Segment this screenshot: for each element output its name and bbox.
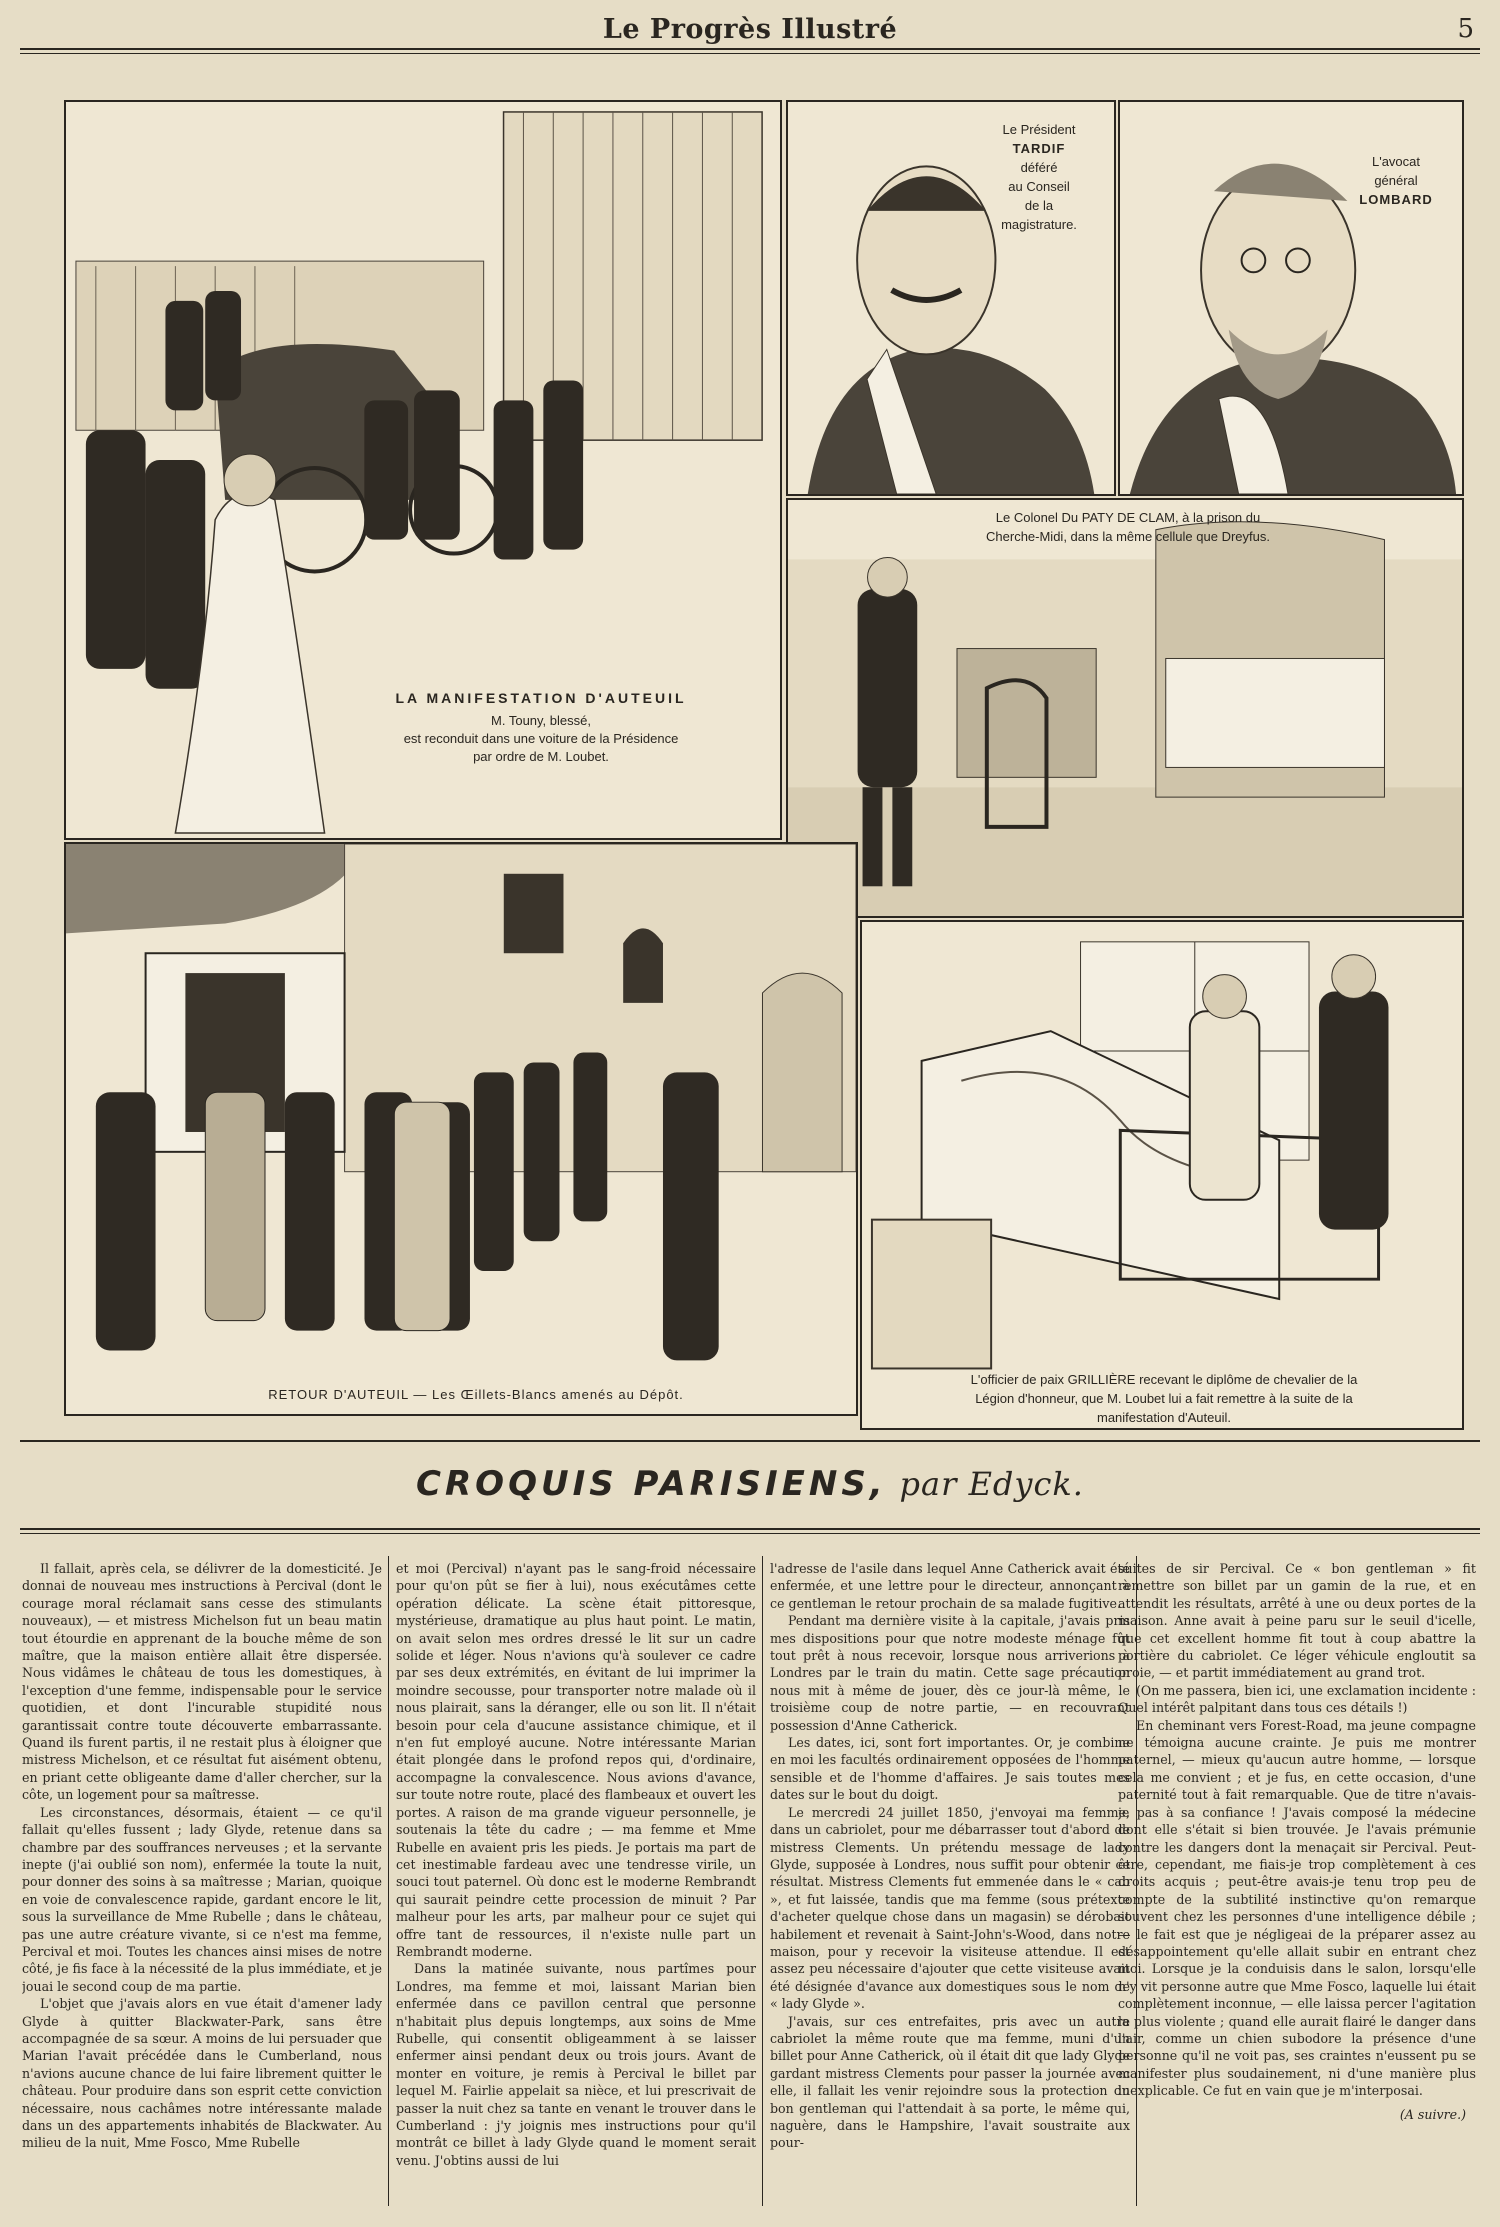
section-heading: CROQUIS PARISIENS, [416,1464,887,1504]
caption-line-3: manifestation d'Auteuil. [1096,1410,1231,1425]
illustration-avocat-lombard [1118,100,1464,496]
paragraph: Les dates, ici, sont fort importantes. Or, je combine en moi les facultés ordinairement opposées de l'homme sensible et de l'homme d'affaires. Je sais toutes mes dates sur le bout du doigt. [770,1735,1130,1803]
caption-line-1: Le Colonel Du PATY DE CLAM, à la prison du [995,510,1261,525]
masthead-title: Le Progrès Illustré [602,14,898,45]
caption-heading: LA MANIFESTATION D'AUTEUIL [395,690,687,706]
engraving-hospital-bed [862,922,1462,1428]
masthead [20,8,1480,48]
page-number: 5 [1457,14,1474,44]
caption-line: au Conseil [1008,179,1070,194]
caption-line-2: est reconduit dans une voiture de la Présidence [403,731,679,746]
illustration-officier-grilliere [860,920,1464,1430]
caption-line: L'avocat [1371,154,1420,169]
caption-line: Le Président [1002,122,1076,137]
caption-line-2: Légion d'honneur, que M. Loubet lui a fait remettre à la suite de la [975,1391,1353,1406]
caption-paty [818,508,1438,546]
caption-line-2: Cherche-Midi, dans la même cellule que Dreyfus. [986,529,1270,544]
section-top-rule [20,1440,1480,1444]
to-be-continued: (A suivre.) [1399,2106,1466,2122]
paragraph: Dans la matinée suivante, nous partîmes pour Londres, ma femme et moi, laissant Marian bien enfermée dans ce pavillon central que personne n'habitait plus depuis longtemps, aux soins de Mme Rubelle, qui consentit obligeamment à se laisser enfermer ainsi pendant deux ou trois jours. Avant de monter en voiture, je remis à Percival le billet par lequel M. Fairlie appelait sa nièce, et lui prescrivait de passer la nuit chez sa tante en venant le trouver dans le Cumberland : j'y joignis mes instructions pour qu'il montrât ce billet à lady Glyde quand le moment serait venu. J'obtins aussi de lui [396,1961,756,2168]
caption-manifestation-auteuil [326,690,756,766]
caption-line-1: L'officier de paix GRILLIÈRE recevant le diplôme de chevalier de la [970,1372,1358,1387]
caption-line: déféré [1020,160,1058,175]
article-column-3 [770,1560,1130,2210]
caption-tardif [964,120,1114,234]
section-bottom-rule [20,1528,1480,1534]
caption-name: LOMBARD [1359,192,1433,207]
section-byline: par Edyck. [899,1465,1084,1503]
paragraph: l'adresse de l'asile dans lequel Anne Catherick avait été enfermée, et une lettre pour le directeur, annonçant à ce gentleman le retour prochain de sa malade fugitive. [770,1561,1130,1611]
caption-retour-auteuil [126,1386,826,1404]
paragraph: L'objet que j'avais alors en vue était d'amener lady Glyde à quitter Blackwater-Park, sans être accompagnée de sa sœur. A moins de lui persuader que Marian l'avait précédée dans le Cumberland, nous n'avions aucune chance de lui faire librement quitter le château. Pour produire dans son esprit cette conviction nécessaire, nous cachâmes notre intéressante malade dans un des appartements inhabités de Blackwater. Au milieu de la nuit, Mme Fosco, Mme Rubelle [22,1996,382,2151]
paragraph: Il fallait, après cela, se délivrer de la domesticité. Je donnai de nouveau mes instructions à Percival (dont le courage moral réclamait sans cesse des stimulants nouveaux), — et mistress Michelson fut un beau matin tout étourdie en apprenant de la bouche même de son maître, que la maison entière allait être dispersée. Nous vidâmes le château de tous les domestiques, à l'exception d'une femme, indispensable pour le service quotidien, et dont l'incurable stupidité nous garantissait contre toute découverte embarrassante. Quand ils furent partis, il ne restait plus à éloigner que mistress Michelson, et ce résultat fut aisément obtenu, en priant cette obligeante dame d'aller chercher, sur la côte, un logement pour sa maîtresse. [22,1561,382,1803]
caption-line: RETOUR D'AUTEUIL — Les Œillets-Blancs amenés au Dépôt. [268,1387,684,1402]
masthead-rule [20,48,1480,54]
paragraph: Les circonstances, désormais, étaient — ce qu'il fallait qu'elles fussent ; lady Glyde, retenue dans sa chambre par des souffrances nerveuses ; et la servante inepte (j'ai oublié son nom), enfermée la toute la nuit, pour donner des soins à sa maîtresse ; Marian, quoique en voie de convalescence rapide, gardant encore le lit, sous la surveillance de Mme Rubelle ; dans le château, pas une autre créature vivante, si ce n'est ma femme, Percival et moi. Toutes les chances ainsi mises de notre côté, je fis face à la nécessité de la plus immédiate, et je jouai le second coup de ma partie. [22,1804,382,1994]
section-title [20,1464,1480,1504]
caption-line-3: par ordre de M. Loubet. [473,749,609,764]
column-rule [388,1556,389,2206]
caption-grilliere [872,1370,1456,1427]
caption-name: TARDIF [1012,141,1066,156]
illustration-manifestation-auteuil [64,100,782,840]
caption-line: de la [1024,198,1054,213]
paragraph: et moi (Percival) n'ayant pas le sang-froid nécessaire pour qu'on pût se fier à lui), nous exécutâmes cette opération délicate. La scène était pittoresque, mystérieuse, dramatique au plus haut point. Le matin, on avait selon mes ordres dressé le lit sur un cadre solide et léger. Nous n'avions qu'à soulever ce cadre par ses deux extrémités, en évitant de lui imprimer la moindre secousse, pour transporter notre malade où il nous plairait, sans la déranger, elle ou son lit. Il n'était besoin pour cela d'aucune assistance chimique, et il n'en fut employé aucune. Notre intéressante Marian était plongée dans le profond repos qui, d'ordinaire, accompagne la convalescence. Nous avions d'avance, sur toute notre route, placé des flambeaux et ouvert les portes. A raison de ma grande vigueur personnelle, je soutenais la tête du cadre ; — ma femme et Mme Rubelle en avaient pris les pieds. Je portais ma part de cet inestimable fardeau avec une tendresse virile, un souci tout paternel. Où donc est le moderne Rembrandt qui saurait peindre cette procession de minuit ? Par malheur pour les arts, par malheur pour ce sujet qui offre tant de ressources, il n'existe nulle part un Rembrandt moderne. [396,1561,756,1959]
caption-line: général [1374,173,1418,188]
paragraph: Pendant ma dernière visite à la capitale, j'avais pris mes dispositions pour que notre modeste ménage fût tout prêt à nous recevoir, lorsque nous arriverions à Londres par le train du matin. Cette sage précaution nous mit à même de jouer, dès ce jour-là même, le troisième coup de notre partie, — en recouvrant possession d'Anne Catherick. [770,1613,1130,1733]
caption-line: magistrature. [1001,217,1077,232]
engraving-prison-van-scene [66,844,856,1414]
paragraph: (On me passera, bien ici, une exclamation incidente : Quel intérêt palpitant dans tous ces détails !) [1118,1682,1476,1716]
illustration-retour-auteuil [64,842,858,1416]
paragraph: suites de sir Percival. Ce « bon gentleman » fit remettre son billet par un gamin de la rue, et en attendit les résultats, arrêté à une ou deux portes de la maison. Anne avait à peine paru sur le seuil d'icelle, que cet excellent homme fit tout à coup abattre la portière du cabriolet. Ce léger véhicule engloutit sa proie, — et partit immédiatement au grand trot. [1118,1561,1476,1681]
illustration-president-tardif [786,100,1116,496]
paragraph: En cheminant vers Forest-Road, ma jeune compagne ne témoigna aucune crainte. Je puis me montrer paternel, — mieux qu'aucun autre homme, — lorsque cela me convient ; et je fus, en cette occasion, d'une paternité tout à fait remarquable. Que de titre n'avais-je pas à sa confiance ! J'avais composé la médecine dont elle s'était si bien trouvée. Je l'avais prémunie contre les dangers dont la menaçait sir Percival. Peut-être, cependant, me fiais-je trop complètement à ces droits acquis ; peut-être avais-je tenu trop peu de compte de la subtilité instinctive qu'on remarque souvent chez les personnes d'une intelligence débile ; — le fait est que je négligeai de la préparer assez au désappointement qu'elle allait subir en entrant chez moi. Lorsque je la conduisis dans le salon, lorsqu'elle n'y vit personne autre que Mme Fosco, laquelle lui était complètement inconnue, — elle laissa percer l'agitation la plus violente ; quand elle aurait flairé le danger dans l'air, comme un chien subodore la présence d'une personne qu'il ne voit pas, ses craintes n'eussent pu se manifester plus soudainement, ni d'une manière plus inexplicable. Ce fut en vain que je m'interposai. [1118,1717,1476,2099]
engraving-prison-cell [788,500,1462,916]
caption-lombard [1330,152,1462,209]
paragraph: Le mercredi 24 juillet 1850, j'envoyai ma femme, dans un cabriolet, pour me débarrasser tout d'abord de mistress Clements. Un prétendu message de lady Glyde, supposée à Londres, nous suffit pour obtenir ce résultat. Mistress Clements fut emmenée dans le « cab », et fut laissée, tandis que ma femme (sous prétexte d'acheter quelque chose dans un magasin) se dérobait habilement et revenait à Saint-John's-Wood, dans notre maison, pour y recevoir la visiteuse attendue. Il est assez peu nécessaire d'ajouter que cette visiteuse avait été désignée d'avance aux domestiques sous le nom de « lady Glyde ». [770,1804,1130,2012]
illustration-paty-de-clam [786,498,1464,918]
column-rule [762,1556,763,2206]
article-column-1 [22,1560,382,2210]
article-column-4 [1118,1560,1476,2210]
paragraph: J'avais, sur ces entrefaites, pris avec un autre cabriolet la même route que ma femme, muni d'un billet pour Anne Catherick, où il était dit que lady Glyde gardant mistress Clements pour passer la journée avec elle, il fallait les venir rejoindre sous la protection du bon gentleman qui l'attendait à sa porte, le même qui, naguère, dans le Hampshire, l'avait soustraite aux pour- [770,2013,1130,2151]
article-column-2 [396,1560,756,2210]
caption-line-1: M. Touny, blessé, [491,713,591,728]
